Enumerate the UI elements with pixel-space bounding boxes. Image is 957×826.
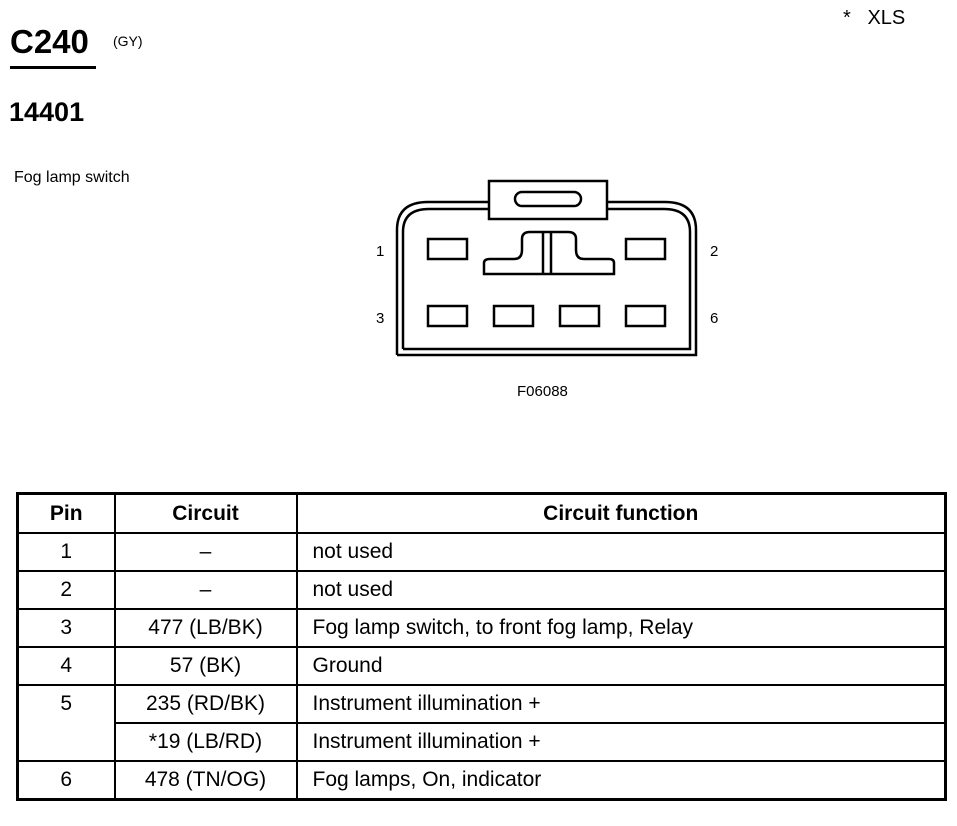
table-row (18, 647, 946, 685)
circuit-cell: 235 (RD/BK) (115, 685, 297, 723)
pin-cell: 1 (18, 533, 115, 571)
pin-cell: 5 (18, 685, 115, 761)
header-circuit: Circuit (115, 494, 297, 534)
latch-slot (515, 192, 581, 206)
component-name: Fog lamp switch (14, 169, 130, 186)
circuit-cell: – (115, 571, 297, 609)
terminal-pin-5 (560, 306, 599, 326)
table-row (18, 533, 946, 571)
table-row (18, 723, 946, 761)
function-cell: Instrument illumination + (297, 723, 946, 761)
terminal-pin-1 (428, 239, 467, 259)
pin-label-2: 2 (710, 243, 719, 260)
circuit-cell: 57 (BK) (115, 647, 297, 685)
function-cell: Fog lamps, On, indicator (297, 761, 946, 800)
terminal-pin-2 (626, 239, 665, 259)
function-cell: Instrument illumination + (297, 685, 946, 723)
connector-color-code: (GY) (113, 33, 143, 49)
table-row (18, 571, 946, 609)
function-cell: not used (297, 533, 946, 571)
connector-face-diagram (360, 175, 740, 365)
table-row (18, 761, 946, 800)
pin-label-3: 3 (376, 310, 385, 327)
function-cell: not used (297, 571, 946, 609)
connector-housing-inner (403, 209, 690, 349)
part-number: 14401 (9, 97, 85, 127)
table-header-row (18, 494, 946, 534)
circuit-cell: – (115, 533, 297, 571)
terminal-pin-3 (428, 306, 467, 326)
circuit-cell: 478 (TN/OG) (115, 761, 297, 800)
terminal-pin-6 (626, 306, 665, 326)
pinout-table (16, 492, 947, 801)
circuit-cell: 477 (LB/BK) (115, 609, 297, 647)
figure-id: F06088 (517, 383, 568, 400)
function-cell: Ground (297, 647, 946, 685)
model-note: * XLS (843, 7, 906, 29)
pin-label-6: 6 (710, 310, 719, 327)
terminal-pin-4 (494, 306, 533, 326)
header-pin: Pin (18, 494, 115, 534)
circuit-cell: *19 (LB/RD) (115, 723, 297, 761)
connector-key (484, 232, 614, 274)
header-circuit-function: Circuit function (297, 494, 946, 534)
pin-cell: 6 (18, 761, 115, 800)
function-cell: Fog lamp switch, to front fog lamp, Relay (297, 609, 946, 647)
connector-id: C240 (10, 24, 96, 69)
pin-cell: 2 (18, 571, 115, 609)
pin-cell: 3 (18, 609, 115, 647)
pin-label-1: 1 (376, 243, 385, 260)
pin-cell: 4 (18, 647, 115, 685)
table-row (18, 609, 946, 647)
table-row (18, 685, 946, 723)
connector-housing-outer (397, 202, 696, 355)
